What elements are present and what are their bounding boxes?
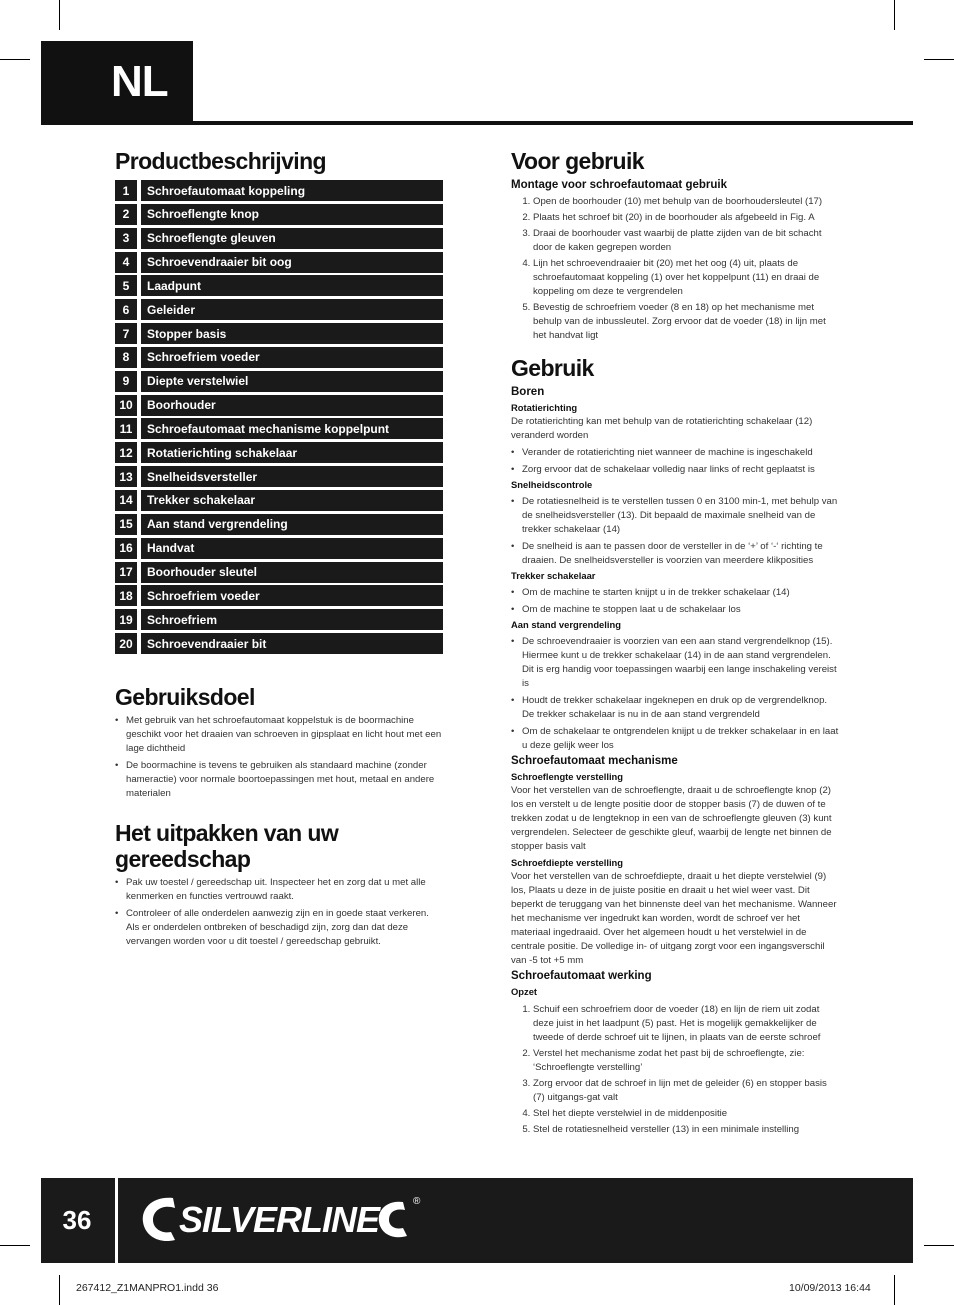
crop-mark	[0, 1245, 30, 1246]
part-row	[115, 299, 443, 320]
part-row	[115, 418, 443, 439]
page-number: 36	[62, 1205, 92, 1235]
header-rule	[41, 121, 913, 125]
silverline-logo-text: SILVERLINE	[179, 1199, 380, 1240]
silverline-logo	[133, 1186, 453, 1261]
part-row	[115, 228, 443, 249]
part-row	[115, 585, 443, 606]
part-label: Boorhouder	[141, 395, 443, 416]
assembly-steps	[511, 195, 841, 343]
list-item: 2. Verstel het mechanisme zodat het past bij de schroeflengte, zie: ‘Schroeflengte verstelling’	[533, 1047, 841, 1075]
list-item: • Zorg ervoor dat de schakelaar volledig naar links of recht geplaatst is	[511, 463, 841, 477]
crop-mark	[894, 1275, 895, 1305]
part-row	[115, 442, 443, 463]
list-item: • Om de machine te stoppen laat u de schakelaar los	[511, 603, 841, 617]
lock-on-subtitle: Aan stand vergrendeling	[511, 619, 621, 630]
before-use-title: Voor gebruik	[511, 148, 644, 174]
unpacking-title-line2: gereedschap	[115, 846, 251, 873]
length-adjust-subtitle: Schroeflengte verstelling	[511, 771, 624, 782]
part-row	[115, 609, 443, 630]
unpacking-title	[115, 820, 443, 872]
list-item: 3. Zorg ervoor dat de schroef in lijn met de geleider (6) en stopper basis (7) uitgangs-gat valt	[533, 1077, 841, 1105]
crop-mark	[894, 0, 895, 30]
language-tab	[41, 41, 193, 122]
language-label: NL	[111, 56, 168, 106]
part-row	[115, 395, 443, 416]
list-item: • Om de machine te starten knijpt u in de trekker schakelaar (14)	[511, 586, 841, 600]
part-number: 5	[115, 275, 137, 296]
rotation-text: De rotatierichting kan met behulp van de rotatierichting schakelaar (12) veranderd worden	[511, 416, 813, 441]
part-label: Geleider	[141, 299, 443, 320]
part-row	[115, 204, 443, 225]
crop-mark	[59, 0, 60, 30]
registered-mark: ®	[413, 1196, 421, 1207]
part-label: Handvat	[141, 538, 443, 559]
silverline-logo-icon	[133, 1186, 453, 1256]
part-label: Laadpunt	[141, 275, 443, 296]
trigger-switch-list	[511, 586, 841, 617]
part-label: Diepte verstelwiel	[141, 371, 443, 392]
depth-adjust-text: Voor het verstellen van de schroefdiepte, draait u het diepte verstelwiel (9) los, Plaats u deze in de juiste positie en draait u het wiel weer vast. Dit beperkt de teruggang van het binnenste deel van het mechanisme. Wanneer het mechanisme ver ingedrukt kan worden, wordt de schroef ver het materiaal ingedraaid. Over het algemeen houdt u het verstelwiel in de centrale positie. De volledige in- of uitgang zorgt voor een ingangsverschil van -5 tot +5 mm	[511, 871, 837, 966]
trigger-switch-subtitle: Trekker schakelaar	[511, 570, 596, 581]
part-row	[115, 466, 443, 487]
part-row	[115, 180, 443, 201]
part-number: 9	[115, 371, 137, 392]
part-row	[115, 371, 443, 392]
depth-adjust-subtitle: Schroefdiepte verstelling	[511, 857, 624, 868]
speed-control-subtitle: Snelheidscontrole	[511, 479, 593, 490]
part-number: 16	[115, 538, 137, 559]
list-item: • De rotatiesnelheid is te verstellen tussen 0 en 3100 min-1, met behulp van de snelheidsversteller (13). Dit bepaald de maximale snelheid van de trekker schakelaar (14)	[511, 495, 841, 537]
part-row	[115, 275, 443, 296]
part-row	[115, 490, 443, 511]
list-item: • Om de schakelaar te ontgrendelen knijpt u de trekker schakelaar in en laat u deze gelijk weer los	[511, 725, 841, 753]
parts-list	[115, 180, 443, 654]
lock-on-list	[511, 635, 841, 753]
part-number: 11	[115, 418, 137, 439]
part-number: 2	[115, 204, 137, 225]
part-row	[115, 538, 443, 559]
setup-subtitle: Opzet	[511, 986, 538, 997]
part-number: 14	[115, 490, 137, 511]
part-row	[115, 633, 443, 654]
part-row	[115, 514, 443, 535]
assembly-subtitle: Montage voor schroefautomaat gebruik	[511, 179, 727, 191]
crop-mark	[59, 1275, 60, 1305]
part-number: 18	[115, 585, 137, 606]
part-label: Stopper basis	[141, 323, 443, 344]
part-label: Aan stand vergrendeling	[141, 514, 443, 535]
part-label: Boorhouder sleutel	[141, 562, 443, 583]
part-number: 3	[115, 228, 137, 249]
list-item: 1. Schuif een schroefriem door de voeder (18) en lijn de riem uit zodat deze juist in het laadpunt (5) past. Het is mogelijk gemakkelijker de tweede of derde schroef uit te lijnen, in plaats van de eerste schroef	[533, 1003, 841, 1045]
left-column	[115, 148, 443, 952]
operation-title: Gebruik	[511, 355, 594, 381]
list-item: 1. Open de boorhouder (10) met behulp van de boorhoudersleutel (17)	[533, 195, 841, 209]
operation-subtitle: Schroefautomaat werking	[511, 970, 652, 982]
part-number: 15	[115, 514, 137, 535]
part-label: Schroefautomaat mechanisme koppelpunt	[141, 418, 443, 439]
list-item: 4. Lijn het schroevendraaier bit (20) met het oog (4) uit, plaats de schroefautomaat koppeling (1) over het koppelpunt (11) en draai de koppeling om deze te vergrendelen	[533, 257, 841, 299]
length-adjust-text: Voor het verstellen van de schroeflengte, draait u de schroeflengte knop (2) los en verstelt u de lengte positie door de stopper basis (7) de duwen of te trekken zodat u de lengteknop in een van de schroeflengte gleuven (3) kunt vergrendelen. Selecteer de geschikte gleuf, waarbij de lengte net binnen de stopper basis valt	[511, 785, 832, 852]
speed-control-list	[511, 495, 841, 568]
part-number: 10	[115, 395, 137, 416]
right-column	[511, 148, 841, 1139]
part-label: Trekker schakelaar	[141, 490, 443, 511]
drilling-subtitle: Boren	[511, 386, 545, 398]
part-number: 13	[115, 466, 137, 487]
mechanism-subtitle: Schroefautomaat mechanisme	[511, 755, 678, 767]
list-item: • Verander de rotatierichting niet wanneer de machine is ingeschakeld	[511, 446, 841, 460]
file-info: 267412_Z1MANPRO1.indd 36	[76, 1282, 219, 1294]
part-label: Snelheidsversteller	[141, 466, 443, 487]
list-item: • De boormachine is tevens te gebruiken als standaard machine (zonder hameractie) voor normale boortoepassingen met hout, metaal en andere materialen	[115, 759, 443, 801]
unpacking-title-line1: Het uitpakken van uw	[115, 820, 339, 847]
list-item: 3. Draai de boorhouder vast waarbij de platte zijden van de bit schacht door de kaken gegrepen worden	[533, 227, 841, 255]
part-label: Rotatierichting schakelaar	[141, 442, 443, 463]
setup-steps	[511, 1003, 841, 1137]
part-number: 17	[115, 562, 137, 583]
part-number: 8	[115, 347, 137, 368]
part-number: 7	[115, 323, 137, 344]
list-item: 5. Bevestig de schroefriem voeder (8 en 18) op het mechanisme met behulp van de inbussleutel. Zorg ervoor dat de voeder (18) in lijn met het handvat ligt	[533, 301, 841, 343]
part-number: 20	[115, 633, 137, 654]
list-item: 4. Stel het diepte verstelwiel in de middenpositie	[533, 1107, 841, 1121]
part-row	[115, 562, 443, 583]
part-label: Schroefriem voeder	[141, 347, 443, 368]
crop-mark	[924, 59, 954, 60]
part-number: 1	[115, 180, 137, 201]
footer-bar	[41, 1178, 913, 1263]
part-row	[115, 347, 443, 368]
part-number: 6	[115, 299, 137, 320]
part-label: Schroeflengte gleuven	[141, 228, 443, 249]
part-label: Schroevendraaier bit oog	[141, 252, 443, 273]
list-item: • De schroevendraaier is voorzien van een aan stand vergrendelknop (15). Hiermee kunt u de trekker schakelaar (14) in de aan stand vergrendelen. Dit is erg handig voor toepassingen waarbij een lange inschakeling vereist is	[511, 635, 841, 691]
part-label: Schroefautomaat koppeling	[141, 180, 443, 201]
list-item: • Houdt de trekker schakelaar ingeknepen en druk op de vergrendelknop. De trekker schakelaar is nu in de aan stand vergrendeld	[511, 694, 841, 722]
intended-use-list	[115, 714, 443, 801]
part-number: 19	[115, 609, 137, 630]
footer-divider	[115, 1178, 118, 1263]
list-item: • Controleer of alle onderdelen aanwezig zijn en in goede staat verkeren. Als er onderdelen ontbreken of beschadigd zijn, zorg dan dat deze vervangen worden voor u dit toestel / gereedschap gebruikt.	[115, 907, 443, 949]
part-label: Schroevendraaier bit	[141, 633, 443, 654]
crop-mark	[0, 59, 30, 60]
print-date: 10/09/2013 16:44	[789, 1282, 871, 1294]
list-item: 5. Stel de rotatiesnelheid versteller (13) in een minimale instelling	[533, 1123, 841, 1137]
list-item: • Pak uw toestel / gereedschap uit. Inspecteer het en zorg dat u met alle kenmerken en functies vertrouwd raakt.	[115, 876, 443, 904]
part-label: Schroefriem	[141, 609, 443, 630]
part-row	[115, 252, 443, 273]
part-row	[115, 323, 443, 344]
list-item: • De snelheid is aan te passen door de versteller in de ‘+’ of ‘-‘ richting te draaien. De snelheidsversteller is voorzien van meerdere klikposities	[511, 540, 841, 568]
part-label: Schroeflengte knop	[141, 204, 443, 225]
part-number: 4	[115, 252, 137, 273]
product-description-title: Productbeschrijving	[115, 148, 326, 174]
intended-use-title: Gebruiksdoel	[115, 684, 255, 711]
part-label: Schroefriem voeder	[141, 585, 443, 606]
rotation-subtitle: Rotatierichting	[511, 402, 578, 413]
rotation-list	[511, 446, 841, 477]
unpacking-list	[115, 876, 443, 949]
crop-mark	[924, 1245, 954, 1246]
part-number: 12	[115, 442, 137, 463]
list-item: 2. Plaats het schroef bit (20) in de boorhouder als afgebeeld in Fig. A	[533, 211, 841, 225]
list-item: • Met gebruik van het schroefautomaat koppelstuk is de boormachine geschikt voor het draaien van schroeven in gipsplaat en licht hout met een lage dichtheid	[115, 714, 443, 756]
